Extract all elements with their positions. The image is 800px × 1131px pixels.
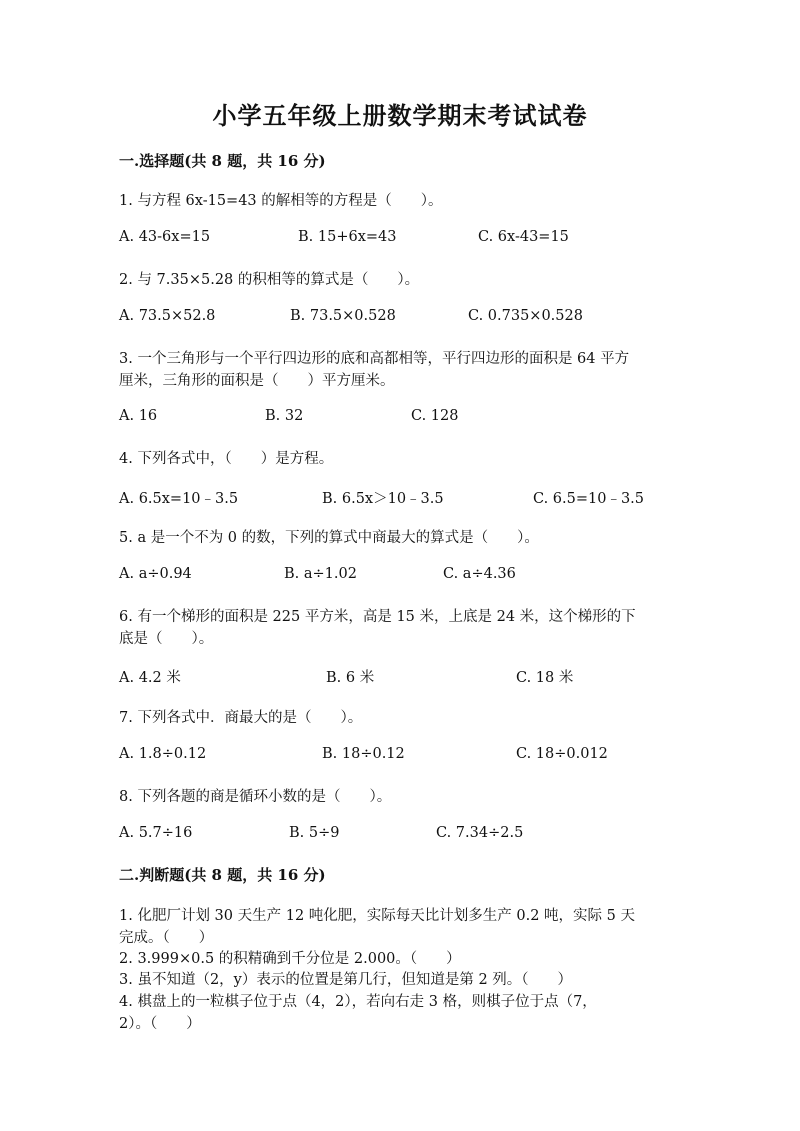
question-8-option-b: B. 5÷9 [289,825,340,841]
question-1-option-c: C. 6x-43=15 [478,229,569,245]
question-7-text: 7. 下列各式中．商最大的是（ ）。 [119,710,363,726]
question-2-option-c: C. 0.735×0.528 [468,308,583,324]
question-7-option-a: A. 1.8÷0.12 [119,746,207,762]
question-4-option-a: A. 6.5x=10﹣3.5 [119,491,239,507]
question-4-option-c: C. 6.5=10﹣3.5 [533,491,645,507]
question-6-option-a: A. 4.2 米 [119,670,181,686]
judgement-3: 3. 虽不知道（2，y）表示的位置是第几行，但知道是第 2 列。（ ） [119,972,573,988]
question-3-text-line-1: 3. 一个三角形与一个平行四边形的底和高都相等，平行四边形的面积是 64 平方 [119,351,630,367]
question-5-option-c: C. a÷4.36 [443,566,516,582]
judgement-1-line-1: 1. 化肥厂计划 30 天生产 12 吨化肥，实际每天比计划多生产 0.2 吨，实际 5 天 [119,908,636,924]
question-3-option-a: A. 16 [119,408,158,424]
question-7-option-c: C. 18÷0.012 [516,746,608,762]
question-1-option-a: A. 43-6x=15 [119,229,211,245]
page-title: 小学五年级上册数学期末考试试卷 [212,101,588,130]
question-8-text: 8. 下列各题的商是循环小数的是（ ）。 [119,789,392,805]
question-8-option-c: C. 7.34÷2.5 [436,825,524,841]
question-4-text: 4. 下列各式中，（ ）是方程。 [119,451,334,467]
question-6-option-b: B. 6 米 [326,670,375,686]
question-6-option-c: C. 18 米 [516,670,574,686]
judgement-4-line-1: 4. 棋盘上的一粒棋子位于点（4，2），若向右走 3 格，则棋子位于点（7， [119,994,597,1010]
question-3-option-b: B. 32 [265,408,304,424]
question-6-text-line-2: 底是（ ）。 [119,631,214,647]
question-3-text-line-2: 厘米，三角形的面积是（ ）平方厘米。 [119,373,395,389]
question-5-text: 5. a 是一个不为 0 的数，下列的算式中商最大的算式是（ ）。 [119,530,539,546]
judgement-4-line-2: 2）。（ ） [119,1016,201,1032]
question-3-option-c: C. 128 [411,408,459,424]
question-6-text-line-1: 6. 有一个梯形的面积是 225 平方米，高是 15 米，上底是 24 米，这个梯形的下 [119,609,636,625]
question-8-option-a: A. 5.7÷16 [119,825,193,841]
question-2-option-a: A. 73.5×52.8 [119,308,216,324]
question-5-option-a: A. a÷0.94 [119,566,192,582]
question-2-text: 2. 与 7.35×5.28 的积相等的算式是（ ）。 [119,272,420,288]
question-2-option-b: B. 73.5×0.528 [290,308,396,324]
judgement-2: 2. 3.999×0.5 的积精确到千分位是 2.000。（ ） [119,951,461,967]
section-heading-choice: 一.选择题(共 8 题，共 16 分) [119,152,326,170]
question-7-option-b: B. 18÷0.12 [322,746,405,762]
section-heading-judgement: 二.判断题(共 8 题，共 16 分) [119,866,326,884]
question-1-text: 1. 与方程 6x-15=43 的解相等的方程是（ ）。 [119,193,443,209]
question-1-option-b: B. 15+6x=43 [298,229,397,245]
question-4-option-b: B. 6.5x＞10﹣3.5 [322,491,444,507]
judgement-1-line-2: 完成。（ ） [119,930,214,946]
question-5-option-b: B. a÷1.02 [284,566,357,582]
